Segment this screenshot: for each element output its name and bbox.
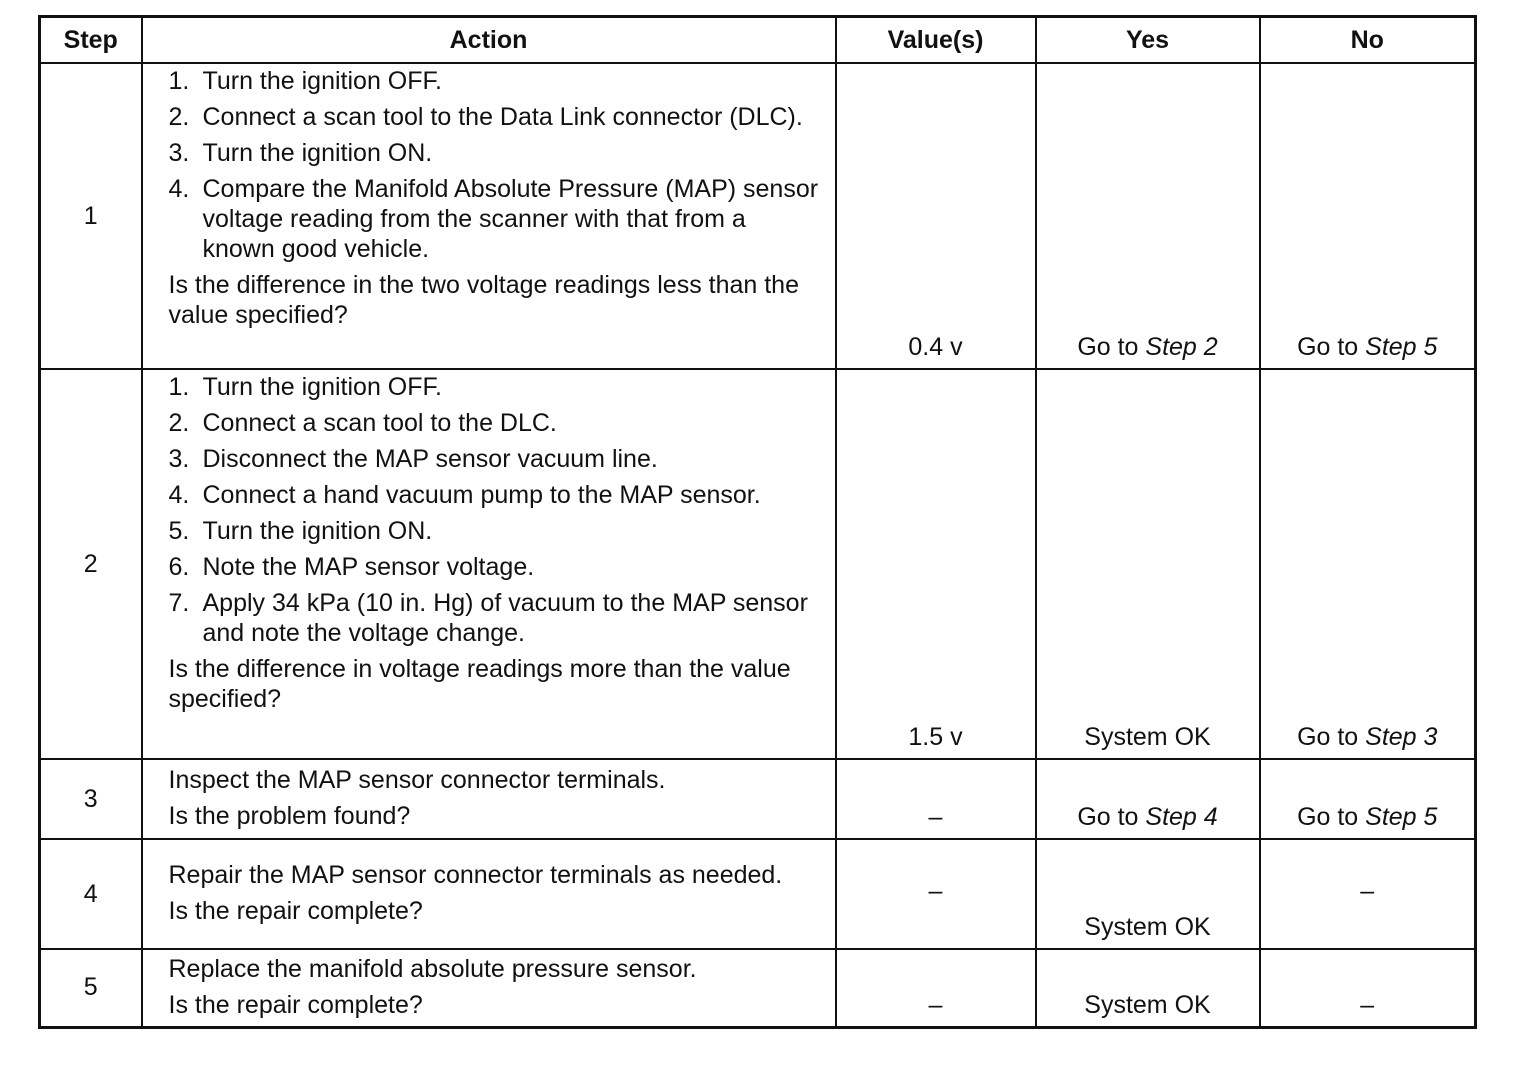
value-cell: – (836, 839, 1036, 949)
action-question: Is the problem found? (168, 802, 411, 830)
value-cell: – (836, 759, 1036, 839)
no-step-link[interactable]: Step 3 (1365, 723, 1438, 751)
action-text: Inspect the MAP sensor connector terminals. (168, 766, 666, 794)
action-text: Turn the ignition ON. (202, 517, 433, 545)
action-text: Connect a scan tool to the Data Link connector (DLC). (202, 103, 803, 131)
header-yes: Yes (1036, 17, 1260, 64)
action-item (169, 66, 821, 96)
table-row (40, 63, 1476, 369)
no-cell (1260, 759, 1476, 839)
no-cell (1260, 839, 1476, 949)
action-cell (142, 369, 836, 759)
yes-cell (1036, 759, 1260, 839)
yes-cell (1036, 369, 1260, 759)
action-num: 3. (168, 445, 190, 473)
action-num: 1. (168, 67, 190, 95)
action-num: 3. (168, 139, 190, 167)
action-text: Connect a scan tool to the DLC. (202, 409, 557, 437)
action-item (169, 102, 821, 132)
no-step-link[interactable]: Step 5 (1365, 803, 1438, 831)
action-text: Turn the ignition ON. (202, 139, 433, 167)
no-prefix: Go to (1297, 333, 1366, 361)
header-row (40, 17, 1476, 64)
action-cell (142, 839, 836, 949)
action-item (169, 552, 821, 582)
action-item (169, 138, 821, 168)
value-cell: 0.4 v (836, 63, 1036, 369)
yes-step-link[interactable]: Step 2 (1145, 333, 1218, 361)
no-prefix: – (1360, 876, 1375, 905)
no-cell (1260, 949, 1476, 1027)
action-item (169, 588, 821, 648)
value-cell: 1.5 v (836, 369, 1036, 759)
no-step-link[interactable]: Step 5 (1365, 333, 1438, 361)
step-number: 5 (40, 949, 142, 1027)
action-text: Apply 34 kPa (10 in. Hg) of vacuum to the MAP sensor and note the voltage change. (202, 589, 808, 647)
yes-step-link[interactable]: Step 4 (1145, 803, 1218, 831)
action-num: 7. (168, 589, 190, 617)
action-question: Is the repair complete? (168, 897, 423, 925)
yes-cell (1036, 839, 1260, 949)
action-list (169, 66, 821, 264)
action-text: Note the MAP sensor voltage. (202, 553, 535, 581)
value-cell: – (836, 949, 1036, 1027)
header-step: Step (40, 17, 142, 64)
action-item (169, 174, 821, 264)
action-num: 1. (168, 373, 190, 401)
action-text: Connect a hand vacuum pump to the MAP sensor. (202, 481, 761, 509)
action-question: Is the difference in voltage readings more than the value specified? (168, 655, 791, 713)
action-num: 5. (168, 517, 190, 545)
action-text: Disconnect the MAP sensor vacuum line. (202, 445, 658, 473)
action-num: 2. (168, 103, 190, 131)
action-question: Is the repair complete? (168, 990, 423, 1019)
no-cell (1260, 63, 1476, 369)
action-item (169, 372, 821, 402)
yes-prefix: System OK (1084, 913, 1211, 941)
no-prefix: – (1360, 990, 1375, 1019)
step-number: 1 (40, 63, 142, 369)
action-text: Turn the ignition OFF. (202, 373, 442, 401)
step-number: 3 (40, 759, 142, 839)
header-values: Value(s) (836, 17, 1036, 64)
yes-prefix: System OK (1084, 990, 1211, 1019)
header-action: Action (142, 17, 836, 64)
action-text: Compare the Manifold Absolute Pressure (MAP) sensor voltage reading from the scanner with that from a known good vehicle. (202, 175, 819, 263)
yes-cell (1036, 63, 1260, 369)
action-item (169, 480, 821, 510)
action-text: Replace the manifold absolute pressure sensor. (168, 954, 697, 983)
action-num: 4. (168, 175, 190, 203)
table-row (40, 949, 1476, 1027)
action-text: Repair the MAP sensor connector terminals as needed. (168, 861, 783, 889)
action-item (169, 408, 821, 438)
action-text: Turn the ignition OFF. (202, 67, 442, 95)
action-item (169, 444, 821, 474)
action-item (169, 516, 821, 546)
table-row (40, 369, 1476, 759)
table-row (40, 839, 1476, 949)
diagnostic-table (38, 15, 1477, 1029)
yes-prefix: Go to (1077, 803, 1146, 831)
action-num: 6. (168, 553, 190, 581)
step-number: 4 (40, 839, 142, 949)
yes-prefix: System OK (1084, 723, 1211, 751)
action-cell (142, 63, 836, 369)
step-number: 2 (40, 369, 142, 759)
yes-cell (1036, 949, 1260, 1027)
action-num: 2. (168, 409, 190, 437)
action-cell (142, 759, 836, 839)
action-num: 4. (168, 481, 190, 509)
table-row (40, 759, 1476, 839)
action-cell (142, 949, 836, 1027)
action-question: Is the difference in the two voltage readings less than the value specified? (168, 271, 799, 329)
no-cell (1260, 369, 1476, 759)
yes-prefix: Go to (1077, 333, 1146, 361)
no-prefix: Go to (1297, 723, 1366, 751)
action-list (169, 372, 821, 648)
no-prefix: Go to (1297, 803, 1366, 831)
header-no: No (1260, 17, 1476, 64)
